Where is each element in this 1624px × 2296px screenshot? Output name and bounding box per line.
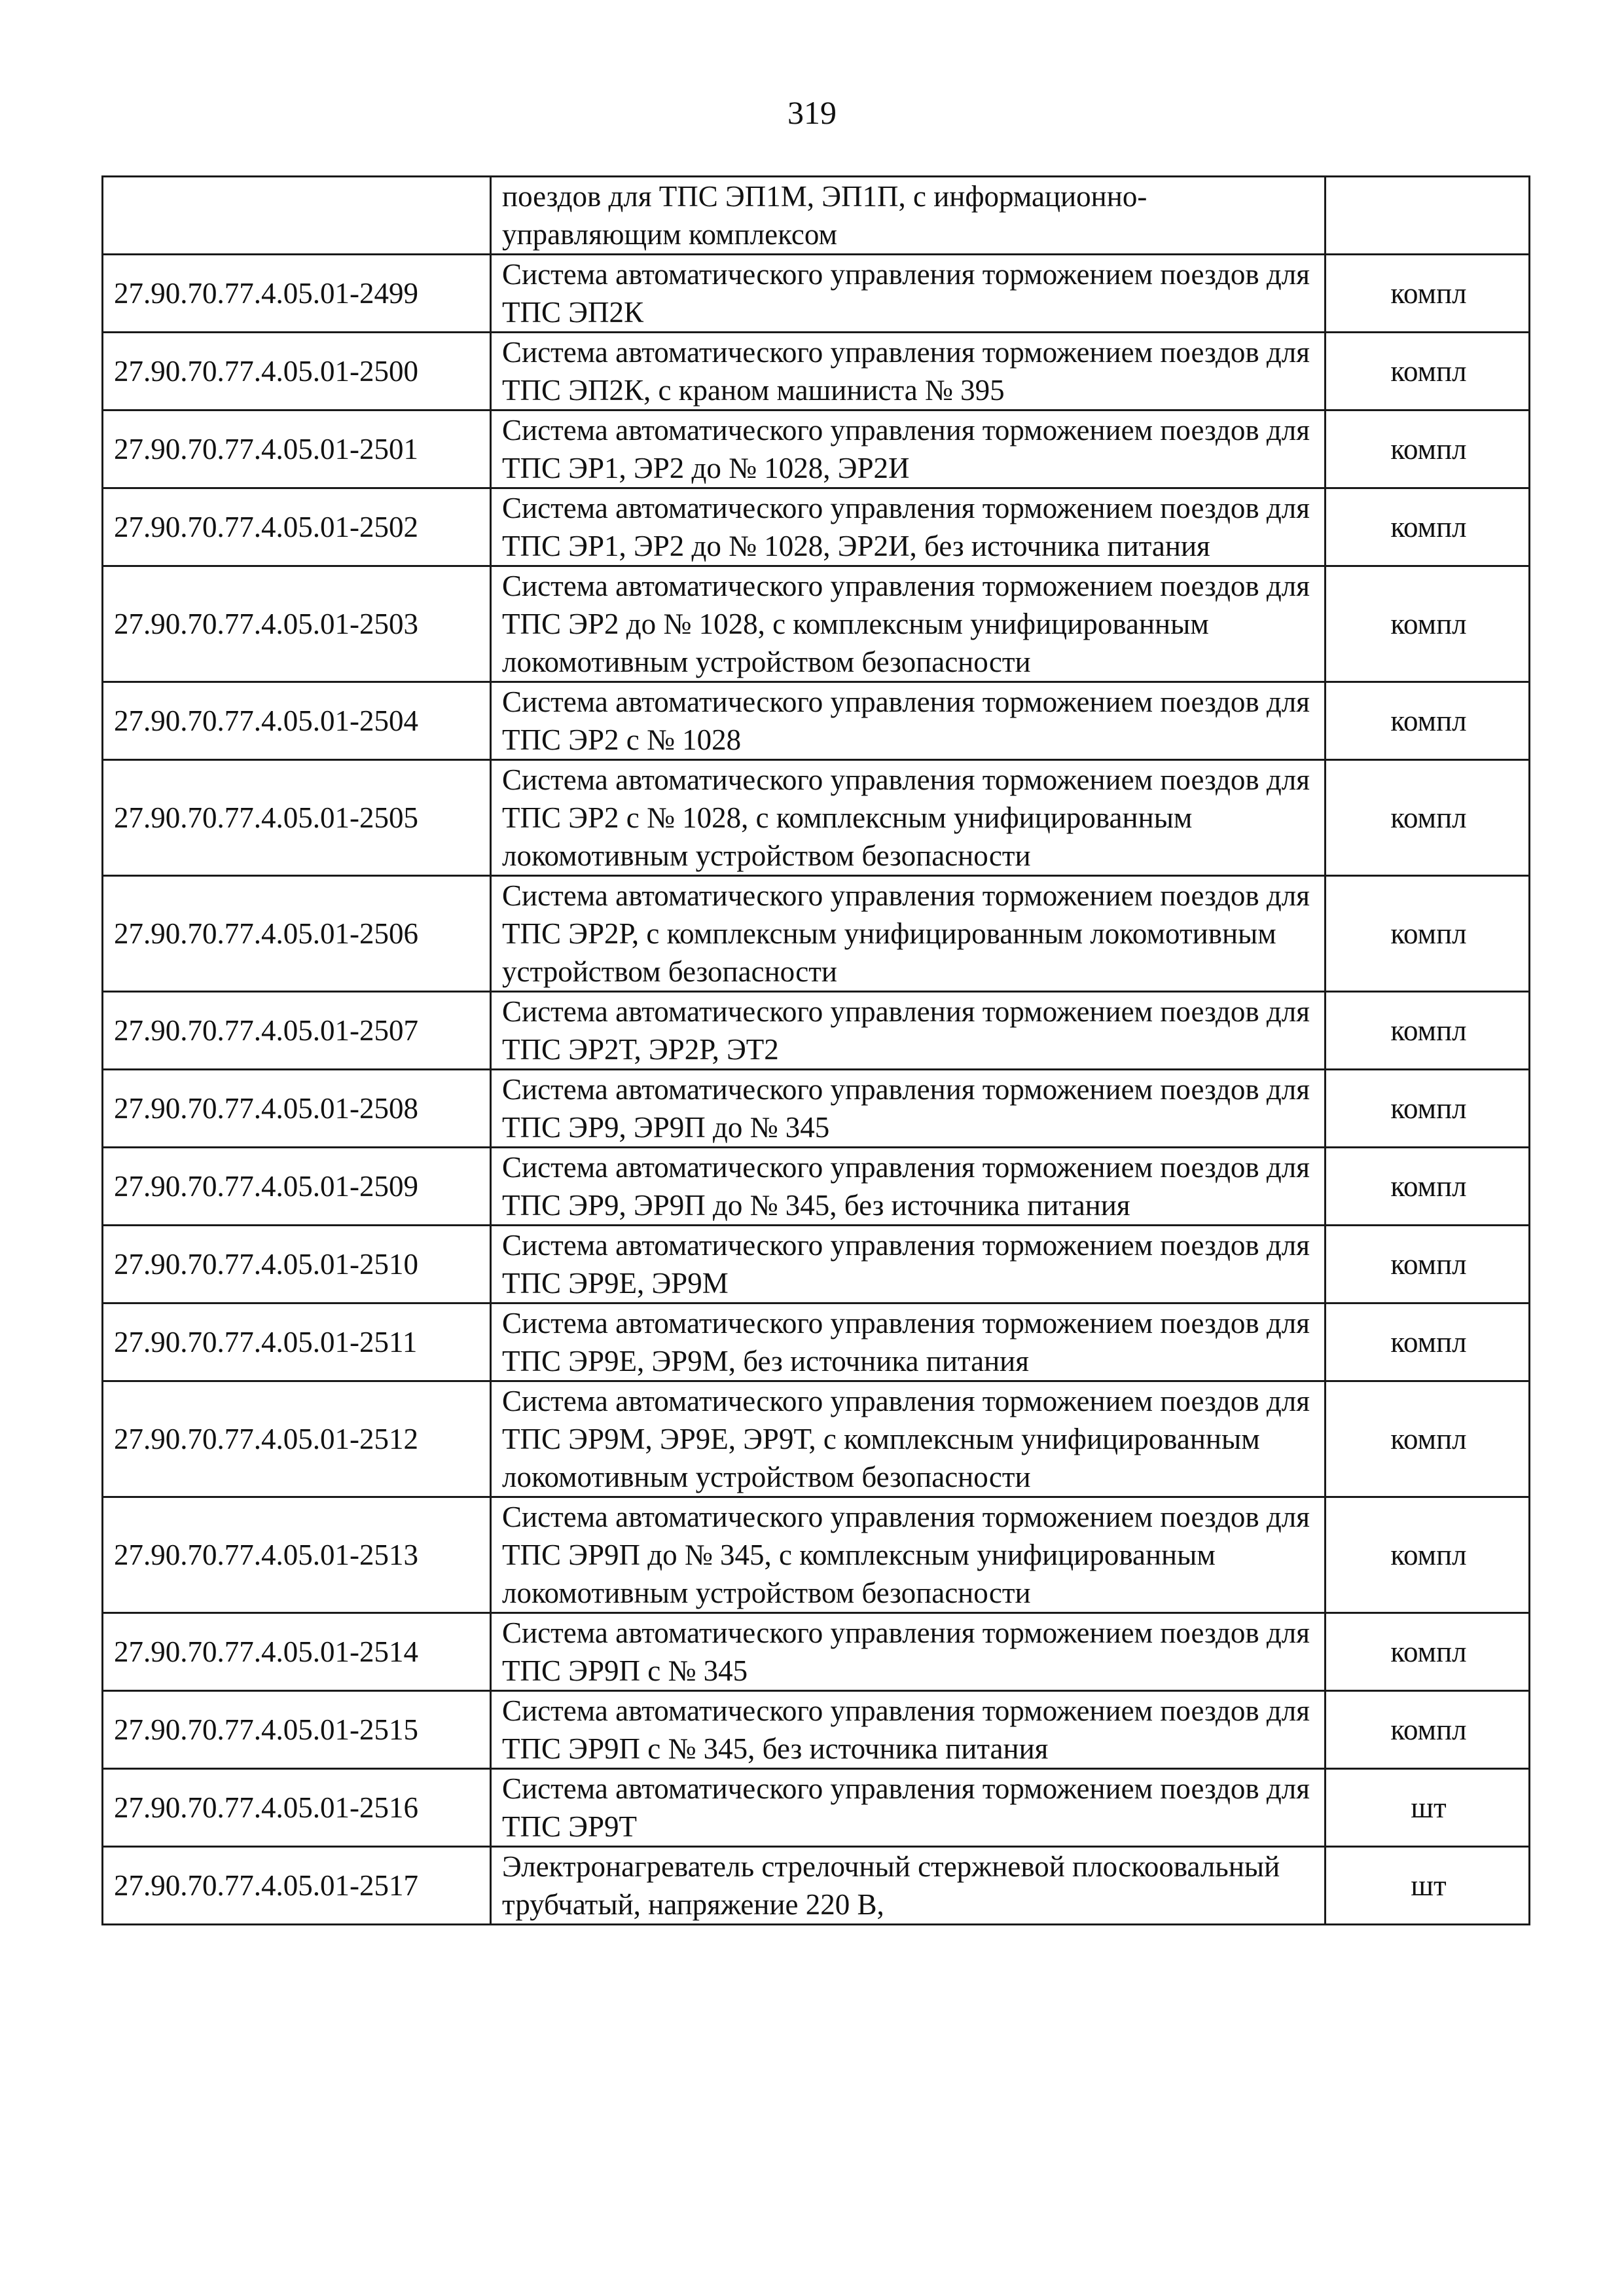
row-unit: шт	[1326, 1847, 1530, 1925]
row-code: 27.90.70.77.4.05.01-2510	[103, 1226, 491, 1303]
row-description: Система автоматического управления торможением поездов для ТПС ЭП2К	[491, 255, 1326, 333]
row-description: Электронагреватель стрелочный стержневой плоскоовальный трубчатый, напряжение 220 В,	[491, 1847, 1326, 1925]
row-unit: компл	[1326, 1226, 1530, 1303]
row-code: 27.90.70.77.4.05.01-2505	[103, 760, 491, 876]
row-code: 27.90.70.77.4.05.01-2512	[103, 1381, 491, 1497]
row-description: Система автоматического управления торможением поездов для ТПС ЭП2К, с краном машиниста № 395	[491, 333, 1326, 410]
table-row	[103, 876, 1530, 992]
row-unit: компл	[1326, 410, 1530, 488]
resource-table	[101, 175, 1530, 1925]
row-description: Система автоматического управления торможением поездов для ТПС ЭР9П с № 345, без источника питания	[491, 1691, 1326, 1769]
table-row	[103, 682, 1530, 760]
table-row	[103, 992, 1530, 1070]
row-unit: компл	[1326, 992, 1530, 1070]
table-row	[103, 1691, 1530, 1769]
row-code: 27.90.70.77.4.05.01-2508	[103, 1070, 491, 1148]
row-unit: компл	[1326, 760, 1530, 876]
row-unit: компл	[1326, 566, 1530, 682]
row-unit: компл	[1326, 1148, 1530, 1226]
table-row	[103, 333, 1530, 410]
row-description: Система автоматического управления торможением поездов для ТПС ЭР9П с № 345	[491, 1613, 1326, 1691]
row-code: 27.90.70.77.4.05.01-2515	[103, 1691, 491, 1769]
row-code: 27.90.70.77.4.05.01-2506	[103, 876, 491, 992]
table-row	[103, 1303, 1530, 1381]
row-description: Система автоматического управления торможением поездов для ТПС ЭР1, ЭР2 до № 1028, ЭР2И, без источника питания	[491, 488, 1326, 566]
row-unit: шт	[1326, 1769, 1530, 1847]
row-code: 27.90.70.77.4.05.01-2514	[103, 1613, 491, 1691]
row-code: 27.90.70.77.4.05.01-2513	[103, 1497, 491, 1613]
row-code: 27.90.70.77.4.05.01-2507	[103, 992, 491, 1070]
table-row	[103, 1769, 1530, 1847]
row-description: Система автоматического управления торможением поездов для ТПС ЭР9М, ЭР9Е, ЭР9Т, с комплексным унифицированным локомотивным устройством безопасности	[491, 1381, 1326, 1497]
row-unit: компл	[1326, 682, 1530, 760]
page-number: 319	[787, 94, 837, 131]
row-code: 27.90.70.77.4.05.01-2499	[103, 255, 491, 333]
row-unit: компл	[1326, 255, 1530, 333]
row-description: Система автоматического управления торможением поездов для ТПС ЭР2 с № 1028, с комплексным унифицированным локомотивным устройством безопасности	[491, 760, 1326, 876]
row-description: Система автоматического управления торможением поездов для ТПС ЭР9, ЭР9П до № 345	[491, 1070, 1326, 1148]
row-unit: компл	[1326, 1613, 1530, 1691]
table-row	[103, 1226, 1530, 1303]
row-unit: компл	[1326, 1381, 1530, 1497]
row-unit: компл	[1326, 488, 1530, 566]
row-code: 27.90.70.77.4.05.01-2509	[103, 1148, 491, 1226]
row-unit	[1326, 177, 1530, 255]
table-row	[103, 1613, 1530, 1691]
row-description: Система автоматического управления торможением поездов для ТПС ЭР9Т	[491, 1769, 1326, 1847]
row-code	[103, 177, 491, 255]
row-unit: компл	[1326, 876, 1530, 992]
table-row	[103, 1381, 1530, 1497]
row-code: 27.90.70.77.4.05.01-2517	[103, 1847, 491, 1925]
table-row	[103, 1497, 1530, 1613]
row-code: 27.90.70.77.4.05.01-2502	[103, 488, 491, 566]
row-code: 27.90.70.77.4.05.01-2500	[103, 333, 491, 410]
table-row	[103, 566, 1530, 682]
row-description: Система автоматического управления торможением поездов для ТПС ЭР9П до № 345, с комплексным унифицированным локомотивным устройством безопасности	[491, 1497, 1326, 1613]
row-code: 27.90.70.77.4.05.01-2504	[103, 682, 491, 760]
table-row	[103, 1847, 1530, 1925]
table-body	[103, 177, 1530, 1925]
row-description: Система автоматического управления торможением поездов для ТПС ЭР9Е, ЭР9М	[491, 1226, 1326, 1303]
row-description: Система автоматического управления торможением поездов для ТПС ЭР2 с № 1028	[491, 682, 1326, 760]
table-row	[103, 1070, 1530, 1148]
row-description: Система автоматического управления торможением поездов для ТПС ЭР9, ЭР9П до № 345, без источника питания	[491, 1148, 1326, 1226]
row-description: Система автоматического управления торможением поездов для ТПС ЭР1, ЭР2 до № 1028, ЭР2И	[491, 410, 1326, 488]
row-unit: компл	[1326, 1070, 1530, 1148]
row-code: 27.90.70.77.4.05.01-2503	[103, 566, 491, 682]
row-code: 27.90.70.77.4.05.01-2501	[103, 410, 491, 488]
row-unit: компл	[1326, 1497, 1530, 1613]
row-code: 27.90.70.77.4.05.01-2516	[103, 1769, 491, 1847]
row-unit: компл	[1326, 333, 1530, 410]
table-row-continued	[103, 177, 1530, 255]
row-unit: компл	[1326, 1303, 1530, 1381]
row-description: поездов для ТПС ЭП1М, ЭП1П, с информационно-управляющим комплексом	[491, 177, 1326, 255]
row-unit: компл	[1326, 1691, 1530, 1769]
table-row	[103, 255, 1530, 333]
table-row	[103, 1148, 1530, 1226]
row-description: Система автоматического управления торможением поездов для ТПС ЭР2Т, ЭР2Р, ЭТ2	[491, 992, 1326, 1070]
row-code: 27.90.70.77.4.05.01-2511	[103, 1303, 491, 1381]
row-description: Система автоматического управления торможением поездов для ТПС ЭР9Е, ЭР9М, без источника питания	[491, 1303, 1326, 1381]
row-description: Система автоматического управления торможением поездов для ТПС ЭР2 до № 1028, с комплексным унифицированным локомотивным устройством безопасности	[491, 566, 1326, 682]
table-row	[103, 410, 1530, 488]
table-row	[103, 488, 1530, 566]
table-row	[103, 760, 1530, 876]
row-description: Система автоматического управления торможением поездов для ТПС ЭР2Р, с комплексным унифицированным локомотивным устройством безопасности	[491, 876, 1326, 992]
